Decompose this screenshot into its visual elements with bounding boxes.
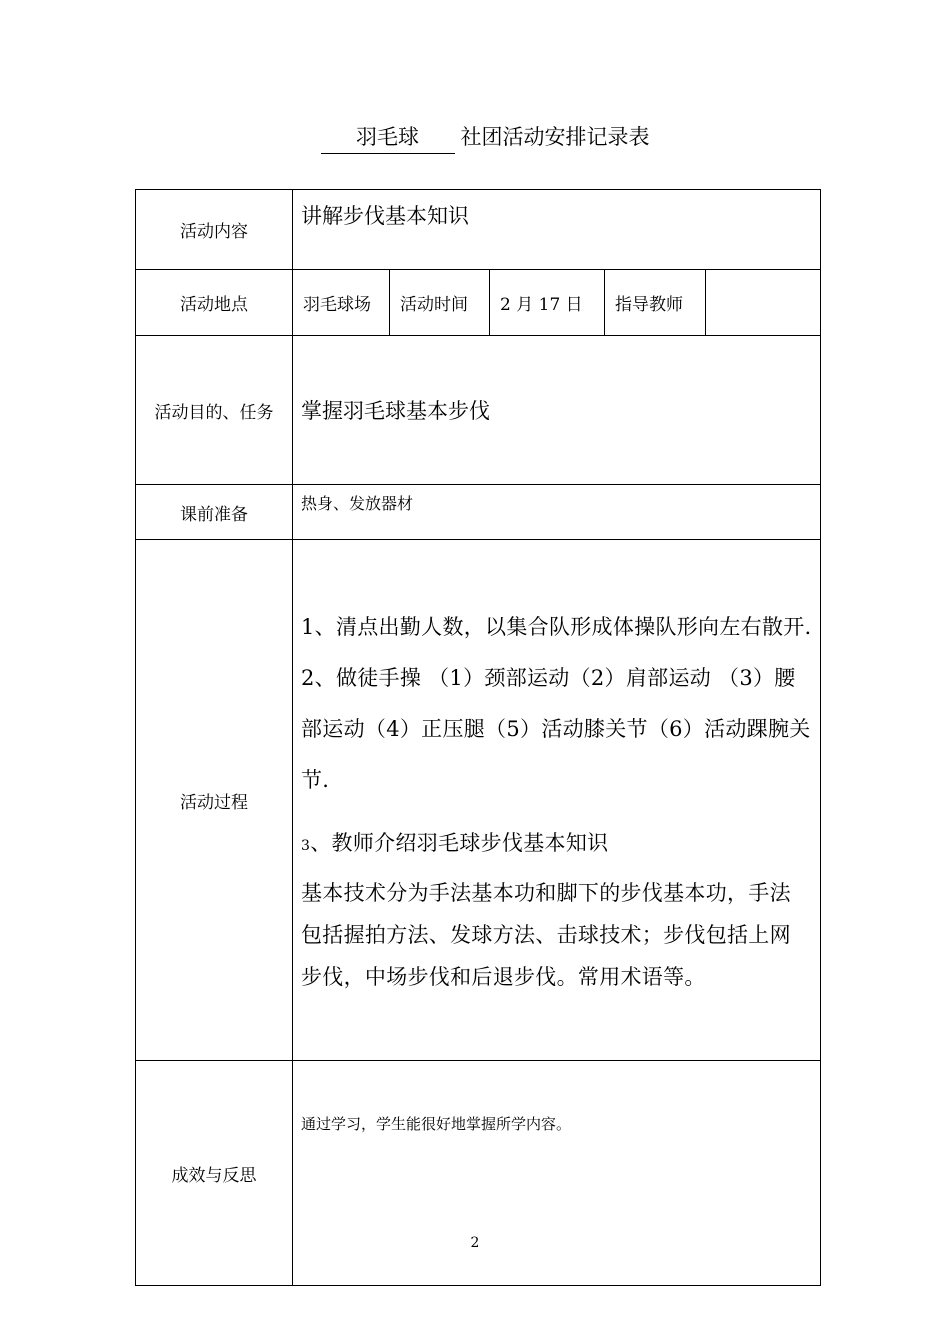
row-preparation: [136, 485, 821, 540]
process-step-3-number: 3: [301, 838, 311, 854]
value-activity-content: 讲解步伐基本知识: [293, 190, 821, 270]
process-step-2: 2、做徒手操 （1）颈部运动（2）肩部运动 （3）腰部运动（4）正压腿（5）活动膝关节（6）活动踝腕关节.: [301, 666, 811, 792]
value-teacher: [706, 270, 821, 336]
row-activity-goal: [136, 336, 821, 485]
value-reflection: 通过学习，学生能很好地掌握所学内容。: [293, 1061, 821, 1286]
title-text: 社团活动安排记录表: [460, 125, 650, 149]
row-activity-place: [136, 270, 821, 336]
row-activity-process: [136, 540, 821, 1061]
activity-record-table: [135, 189, 821, 1286]
row-reflection: [136, 1061, 821, 1286]
value-preparation: 热身、发放器材: [293, 485, 821, 540]
value-activity-place: 羽毛球场: [293, 270, 390, 336]
row-activity-content: [136, 190, 821, 270]
value-activity-process: [293, 540, 821, 1061]
label-activity-time: 活动时间: [390, 270, 490, 336]
label-activity-goal: 活动目的、任务: [136, 336, 293, 485]
label-reflection: 成效与反思: [136, 1061, 293, 1286]
page-number: 2: [470, 1235, 480, 1251]
label-activity-place: 活动地点: [136, 270, 293, 336]
process-step-3-text: 、教师介绍羽毛球步伐基本知识: [310, 831, 609, 855]
label-activity-process: 活动过程: [136, 540, 293, 1061]
process-step-3: [301, 818, 812, 872]
page-title: [0, 121, 950, 154]
process-step-1: 1、清点出勤人数，以集合队形成体操队形向左右散开.: [301, 615, 812, 639]
label-activity-content: 活动内容: [136, 190, 293, 270]
label-teacher: 指导教师: [605, 270, 706, 336]
process-basic-knowledge: 基本技术分为手法基本功和脚下的步伐基本功，手法包括握拍方法、发球方法、击球技术；步伐包括上网步伐，中场步伐和后退步伐。常用术语等。: [301, 881, 791, 989]
value-activity-goal: 掌握羽毛球基本步伐: [293, 336, 821, 485]
value-activity-time: 2 月 17 日: [490, 270, 605, 336]
club-name: 羽毛球: [321, 121, 455, 154]
label-preparation: 课前准备: [136, 485, 293, 540]
